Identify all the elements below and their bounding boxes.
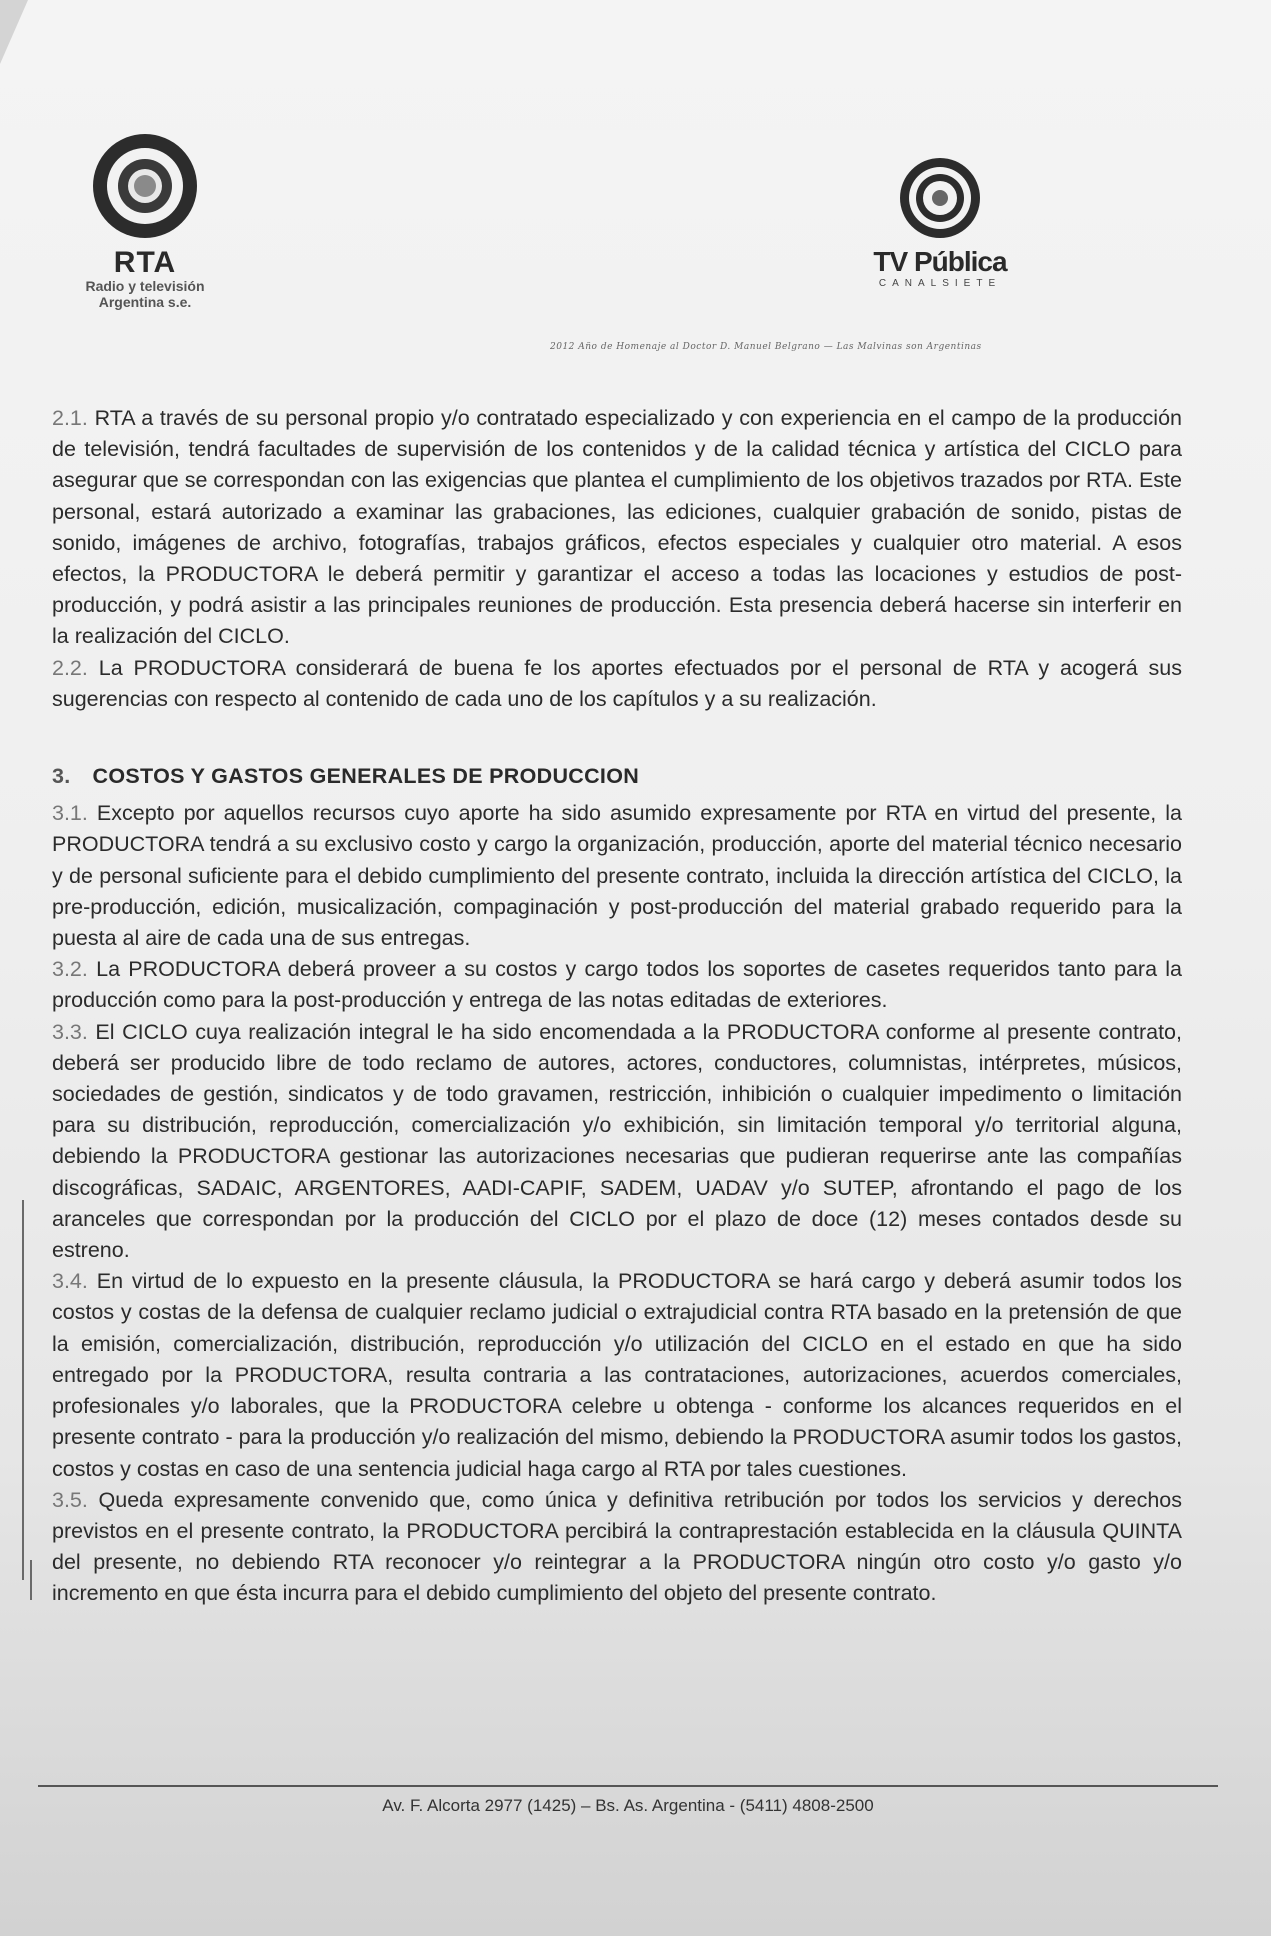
clause-number: 3.3. xyxy=(52,1019,88,1044)
clause-number: 3.5. xyxy=(52,1487,88,1512)
clause-text: En virtud de lo expuesto en la presente cláusula, la PRODUCTORA se hará cargo y deberá asumir todos los costos y costas de la defensa de cualquier reclamo judicial o extrajudicial contra RTA basado en la pretensión de que la emisión, comercialización, distribución, reproducción y/o utilización del CICLO en el estado en que ha sido entregado por la PRODUCTORA, resulta contraria a las contrataciones, autorizaciones, acuerdos comerciales, profesionales y/o laborales, que la PRODUCTORA celebre u obtenga - conforme los alcances requeridos en el presente contrato - para la producción y/o realización del mismo, debiendo la PRODUCTORA asumir todos los gastos, costos y costas en caso de una sentencia judicial haga cargo al RTA por tales cuestiones. xyxy=(52,1269,1182,1481)
contract-body xyxy=(52,403,1182,1610)
clause-3-3 xyxy=(52,1017,1182,1267)
footer-address: Av. F. Alcorta 2977 (1425) – Bs. As. Argentina - (5411) 4808-2500 xyxy=(382,1796,874,1815)
tv-publica-logo xyxy=(855,155,1025,291)
clause-text: El CICLO cuya realización integral le ha sido encomendada a la PRODUCTORA conforme al presente contrato, deberá ser producido libre de todo reclamo de autores, actores, conductores, columnistas, intérpretes, músicos, sociedades de gestión, sindicatos y de todo gravamen, restricción, inhibición o cualquier impedimento o limitación para su distribución, reproducción, comercialización y/o exhibición, sin limitación temporal y/o territorial alguna, debiendo la PRODUCTORA gestionar las autorizaciones necesarias que pudieran requerirse ante las compañías discográficas, SADAIC, ARGENTORES, AADI-CAPIF, SADEM, UADAV y/o SUTEP, afrontando el pago de los aranceles que correspondan por la producción del CICLO por el plazo de doce (12) meses contados desde su estreno. xyxy=(52,1019,1182,1263)
margin-pen-mark xyxy=(30,1560,32,1600)
clause-text: Queda expresamente convenido que, como única y definitiva retribución por todos los servicios y derechos previstos en el presente contrato, la PRODUCTORA percibirá la contraprestación establecida en la cláusula QUINTA del presente, no debiendo RTA reconocer y/o reintegrar a la PRODUCTORA ningún otro costo y/o gasto y/o incremento en que ésta incurra para el debido cumplimiento del objeto del presente contrato. xyxy=(52,1487,1182,1606)
clause-3-4 xyxy=(52,1266,1182,1484)
clause-3-2 xyxy=(52,954,1182,1016)
rta-logo-name: RTA xyxy=(113,246,177,279)
rta-logo xyxy=(60,130,230,310)
clause-3-1 xyxy=(52,798,1182,954)
rta-emblem-icon xyxy=(89,130,201,242)
tv-publica-logo-name: TV Pública xyxy=(873,246,1007,277)
year-tagline: 2012 Año de Homenaje al Doctor D. Manuel Belgrano — Las Malvinas son Argentinas xyxy=(550,342,982,352)
rta-logo-subtitle-2: Argentina s.e. xyxy=(98,294,192,310)
clause-number: 2.2. xyxy=(52,655,88,680)
clause-number: 3.1. xyxy=(52,801,88,826)
clause-text: Excepto por aquellos recursos cuyo aporte ha sido asumido expresamente por RTA en virtud del presente, la PRODUCTORA tendrá a su exclusivo costo y cargo la organización, producción, aporte del material técnico necesario y de personal suficiente para el debido cumplimiento del presente contrato, incluida la dirección artística del CICLO, la pre-producción, edición, musicalización, compaginación y post-producción del material grabado requerido para la puesta al aire de cada una de sus entregas. xyxy=(52,801,1182,951)
clause-text: La PRODUCTORA deberá proveer a su costos y cargo todos los soportes de casetes requeridos tanto para la producción como para la post-producción y entrega de las notas editadas de exteriores. xyxy=(52,957,1182,1013)
section-3-heading xyxy=(52,761,1182,792)
clause-2-1 xyxy=(52,403,1182,653)
tv-publica-logo-subtitle: CANALSIETE xyxy=(878,278,1002,289)
section-title: COSTOS Y GASTOS GENERALES DE PRODUCCION xyxy=(92,764,640,789)
clause-text: RTA a través de su personal propio y/o contratado especializado y con experiencia en el campo de la producción de televisión, tendrá facultades de supervisión de los contenidos y de la calidad técnica y artística del CICLO para asegurar que se correspondan con las exigencias que plantea el cumplimiento de los objetivos trazados por RTA. Este personal, estará autorizado a examinar las grabaciones, las ediciones, cualquier grabación de sonido, pistas de sonido, imágenes de archivo, fotografías, trabajos gráficos, efectos especiales y cualquier otro material. A esos efectos, la PRODUCTORA le deberá permitir y garantizar el acceso a todas las locaciones y estudios de post-producción, y podrá asistir a las principales reuniones de producción. Esta presencia deberá hacerse sin interferir en la realización del CICLO. xyxy=(52,406,1183,649)
tv-publica-emblem-icon xyxy=(897,155,983,241)
clause-number: 2.1. xyxy=(52,406,88,430)
clause-number: 3.2. xyxy=(52,957,88,982)
footer-rule xyxy=(38,1785,1218,1787)
clause-2-2 xyxy=(52,653,1182,715)
section-number: 3. xyxy=(52,764,71,789)
rta-logo-subtitle-1: Radio y televisión xyxy=(85,278,205,294)
clause-3-5 xyxy=(52,1485,1182,1610)
clause-text: La PRODUCTORA considerará de buena fe los aportes efectuados por el personal de RTA y acogerá sus sugerencias con respecto al contenido de cada uno de los capítulos y a su realización. xyxy=(52,655,1182,711)
clause-number: 3.4. xyxy=(52,1269,88,1294)
page-corner-fold xyxy=(0,0,28,64)
margin-pen-mark xyxy=(22,1200,24,1580)
